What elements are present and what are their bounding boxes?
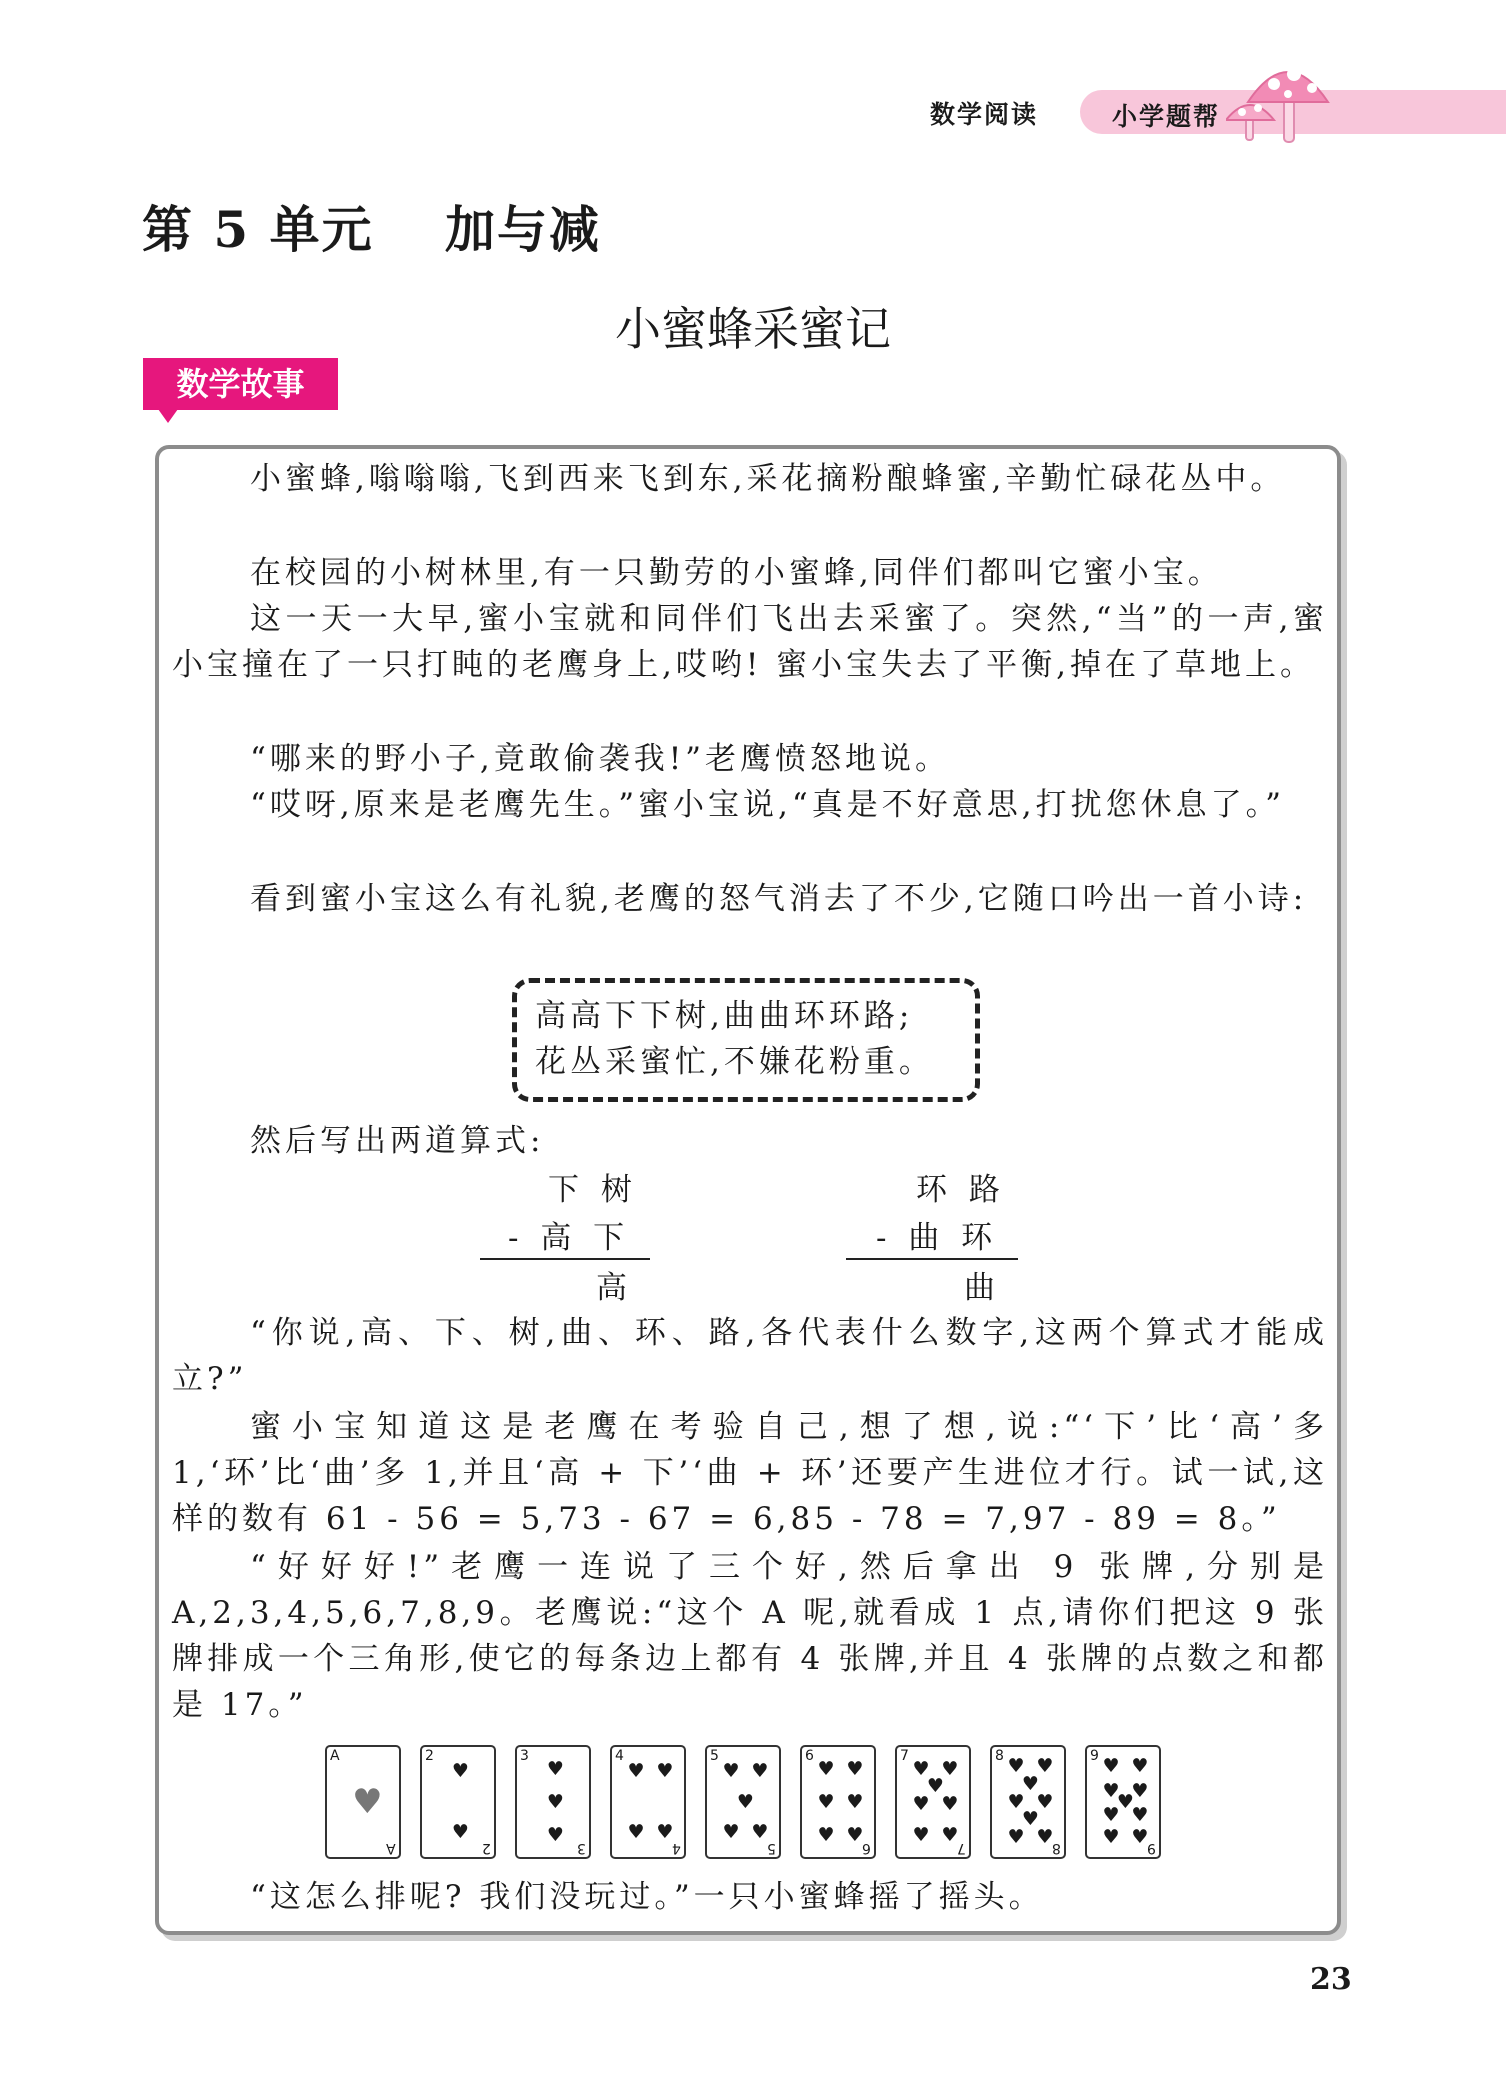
heart-icon: ♥: [941, 1823, 959, 1846]
heart-icon: ♥: [1131, 1803, 1149, 1826]
card-rank: 6: [805, 1748, 814, 1764]
heart-icon: ♥: [1102, 1803, 1120, 1826]
card-rank-inverted: 4: [672, 1840, 681, 1856]
story-paragraph: “哎呀,原来是老鹰先生。”蜜小宝说,“真是不好意思,打扰您休息了。”: [250, 787, 1285, 823]
heart-icon: ♥: [817, 1823, 835, 1846]
equation-2-top: 环 路: [916, 1172, 1006, 1208]
card-rank-inverted: 8: [1052, 1840, 1061, 1856]
heart-icon: ♥: [352, 1782, 383, 1822]
card-rank-inverted: 6: [862, 1840, 871, 1856]
heart-icon: ♥: [1102, 1825, 1120, 1848]
heart-icon: ♥: [656, 1759, 674, 1782]
heart-icon: ♥: [1007, 1790, 1025, 1813]
card-rank-inverted: 2: [482, 1840, 491, 1856]
equation-2-rule: [846, 1258, 1018, 1260]
heart-icon: ♥: [451, 1821, 469, 1844]
card-rank-inverted: 7: [957, 1840, 966, 1856]
playing-card: [420, 1745, 496, 1859]
header-brand-label: 小学题帮: [1112, 102, 1221, 131]
mushroom-icon: [1226, 52, 1336, 147]
header-book-title: 数学阅读: [930, 100, 1039, 129]
equation-2-result: 曲: [964, 1270, 1001, 1306]
card-rank: 9: [1090, 1748, 1099, 1764]
heart-icon: ♥: [451, 1759, 469, 1782]
story-paragraph: “你说,高、下、树,曲、环、路,各代表什么数字,这两个算式才能成立?”: [172, 1315, 1328, 1397]
card-rank: 8: [995, 1748, 1004, 1764]
heart-icon: ♥: [1131, 1825, 1149, 1848]
heart-icon: ♥: [912, 1792, 930, 1815]
playing-card: [705, 1745, 781, 1859]
heart-icon: ♥: [546, 1790, 564, 1813]
heart-icon: ♥: [912, 1757, 930, 1780]
heart-icon: ♥: [546, 1823, 564, 1846]
playing-card: [990, 1745, 1066, 1859]
heart-icon: ♥: [627, 1759, 645, 1782]
heart-icon: ♥: [1131, 1779, 1149, 1802]
heart-icon: ♥: [736, 1790, 754, 1813]
story-paragraph: 这一天一大早,蜜小宝就和同伴们飞出去采蜜了。突然,“当”的一声,蜜小宝撞在了一只打盹的老鹰身上,哎哟! 蜜小宝失去了平衡,掉在了草地上。: [172, 601, 1328, 683]
story-paragraph: 蜜小宝知道这是老鹰在考验自己,想了想,说:“‘下’比‘高’多 1,‘环’比‘曲’多 1,并且‘高 + 下’‘曲 + 环’还要产生进位才行。试一试,这样的数有 61 - 56 = 5,73 - 67 = 6,85 - 78 = 7,97 - 89 = 8。”: [172, 1409, 1328, 1537]
heart-icon: ♥: [846, 1790, 864, 1813]
unit-title: 第 5 单元 加与减: [142, 200, 602, 259]
section-tag-pointer: [158, 409, 178, 423]
equation-1-rule: [480, 1258, 650, 1260]
story-paragraph: “哪来的野小子,竟敢偷袭我!”老鹰愤怒地说。: [250, 741, 951, 777]
heart-icon: ♥: [1036, 1790, 1054, 1813]
heart-icon: ♥: [1007, 1825, 1025, 1848]
heart-icon: ♥: [817, 1757, 835, 1780]
heart-icon: ♥: [846, 1757, 864, 1780]
formula-intro: 然后写出两道算式:: [250, 1123, 545, 1159]
equation-1-top: 下 树: [548, 1172, 638, 1208]
heart-icon: ♥: [1036, 1755, 1054, 1778]
card-rank: 7: [900, 1748, 909, 1764]
heart-icon: ♥: [1102, 1755, 1120, 1778]
card-rank: 3: [520, 1748, 529, 1764]
heart-icon: ♥: [1036, 1825, 1054, 1848]
heart-icon: ♥: [1021, 1808, 1039, 1831]
equation-1-bottom: - 高 下: [508, 1220, 631, 1256]
playing-card: [325, 1745, 401, 1859]
heart-icon: ♥: [1021, 1772, 1039, 1795]
section-tag: 数学故事: [143, 358, 338, 410]
equation-1-result: 高: [596, 1270, 633, 1306]
playing-card: [515, 1745, 591, 1859]
heart-icon: ♥: [1007, 1755, 1025, 1778]
playing-card: [610, 1745, 686, 1859]
heart-icon: ♥: [926, 1775, 944, 1798]
closing-line: “这怎么排呢? 我们没玩过。”一只小蜜蜂摇了摇头。: [250, 1879, 1044, 1915]
heart-icon: ♥: [941, 1757, 959, 1780]
story-paragraph: 在校园的小树林里,有一只勤劳的小蜜蜂,同伴们都叫它蜜小宝。: [250, 555, 1223, 591]
page-number: 23: [1310, 1962, 1352, 1997]
poem-line: 高高下下树,曲曲环环路;: [535, 998, 914, 1034]
card-rank: 4: [615, 1748, 624, 1764]
card-rank-inverted: 9: [1147, 1840, 1156, 1856]
poem-box: [512, 978, 980, 1102]
heart-icon: ♥: [817, 1790, 835, 1813]
story-paragraph: “好好好!”老鹰一连说了三个好,然后拿出 9 张牌,分别是 A,2,3,4,5,6,7,8,9。老鹰说:“这个 A 呢,就看成 1 点,请你们把这 9 张牌排成一个三角形,使它的每条边上都有 4 张牌,并且 4 张牌的点数之和都是 17。”: [172, 1549, 1328, 1723]
heart-icon: ♥: [1116, 1790, 1134, 1813]
playing-card: [895, 1745, 971, 1859]
heart-icon: ♥: [1131, 1755, 1149, 1778]
heart-icon: ♥: [722, 1759, 740, 1782]
heart-icon: ♥: [722, 1821, 740, 1844]
heart-icon: ♥: [751, 1759, 769, 1782]
story-title: 小蜜蜂采蜜记: [615, 302, 891, 356]
heart-icon: ♥: [846, 1823, 864, 1846]
heart-icon: ♥: [546, 1757, 564, 1780]
heart-icon: ♥: [912, 1823, 930, 1846]
playing-card: [800, 1745, 876, 1859]
heart-icon: ♥: [941, 1792, 959, 1815]
story-paragraph: 小蜜蜂,嗡嗡嗡,飞到西来飞到东,采花摘粉酿蜂蜜,辛勤忙碌花丛中。: [250, 461, 1286, 497]
card-rank: 2: [425, 1748, 434, 1764]
playing-card: [1085, 1745, 1161, 1859]
equation-2-bottom: - 曲 环: [876, 1220, 999, 1256]
heart-icon: ♥: [656, 1821, 674, 1844]
story-paragraph: 看到蜜小宝这么有礼貌,老鹰的怒气消去了不少,它随口吟出一首小诗:: [250, 881, 1308, 917]
heart-icon: ♥: [1102, 1779, 1120, 1802]
card-rank: 5: [710, 1748, 719, 1764]
card-rank-inverted: 5: [767, 1840, 776, 1856]
card-rank-inverted: A: [386, 1840, 396, 1856]
card-rank: A: [330, 1748, 340, 1764]
heart-icon: ♥: [751, 1821, 769, 1844]
poem-line: 花丛采蜜忙,不嫌花粉重。: [535, 1044, 934, 1080]
heart-icon: ♥: [627, 1821, 645, 1844]
card-rank-inverted: 3: [577, 1840, 586, 1856]
